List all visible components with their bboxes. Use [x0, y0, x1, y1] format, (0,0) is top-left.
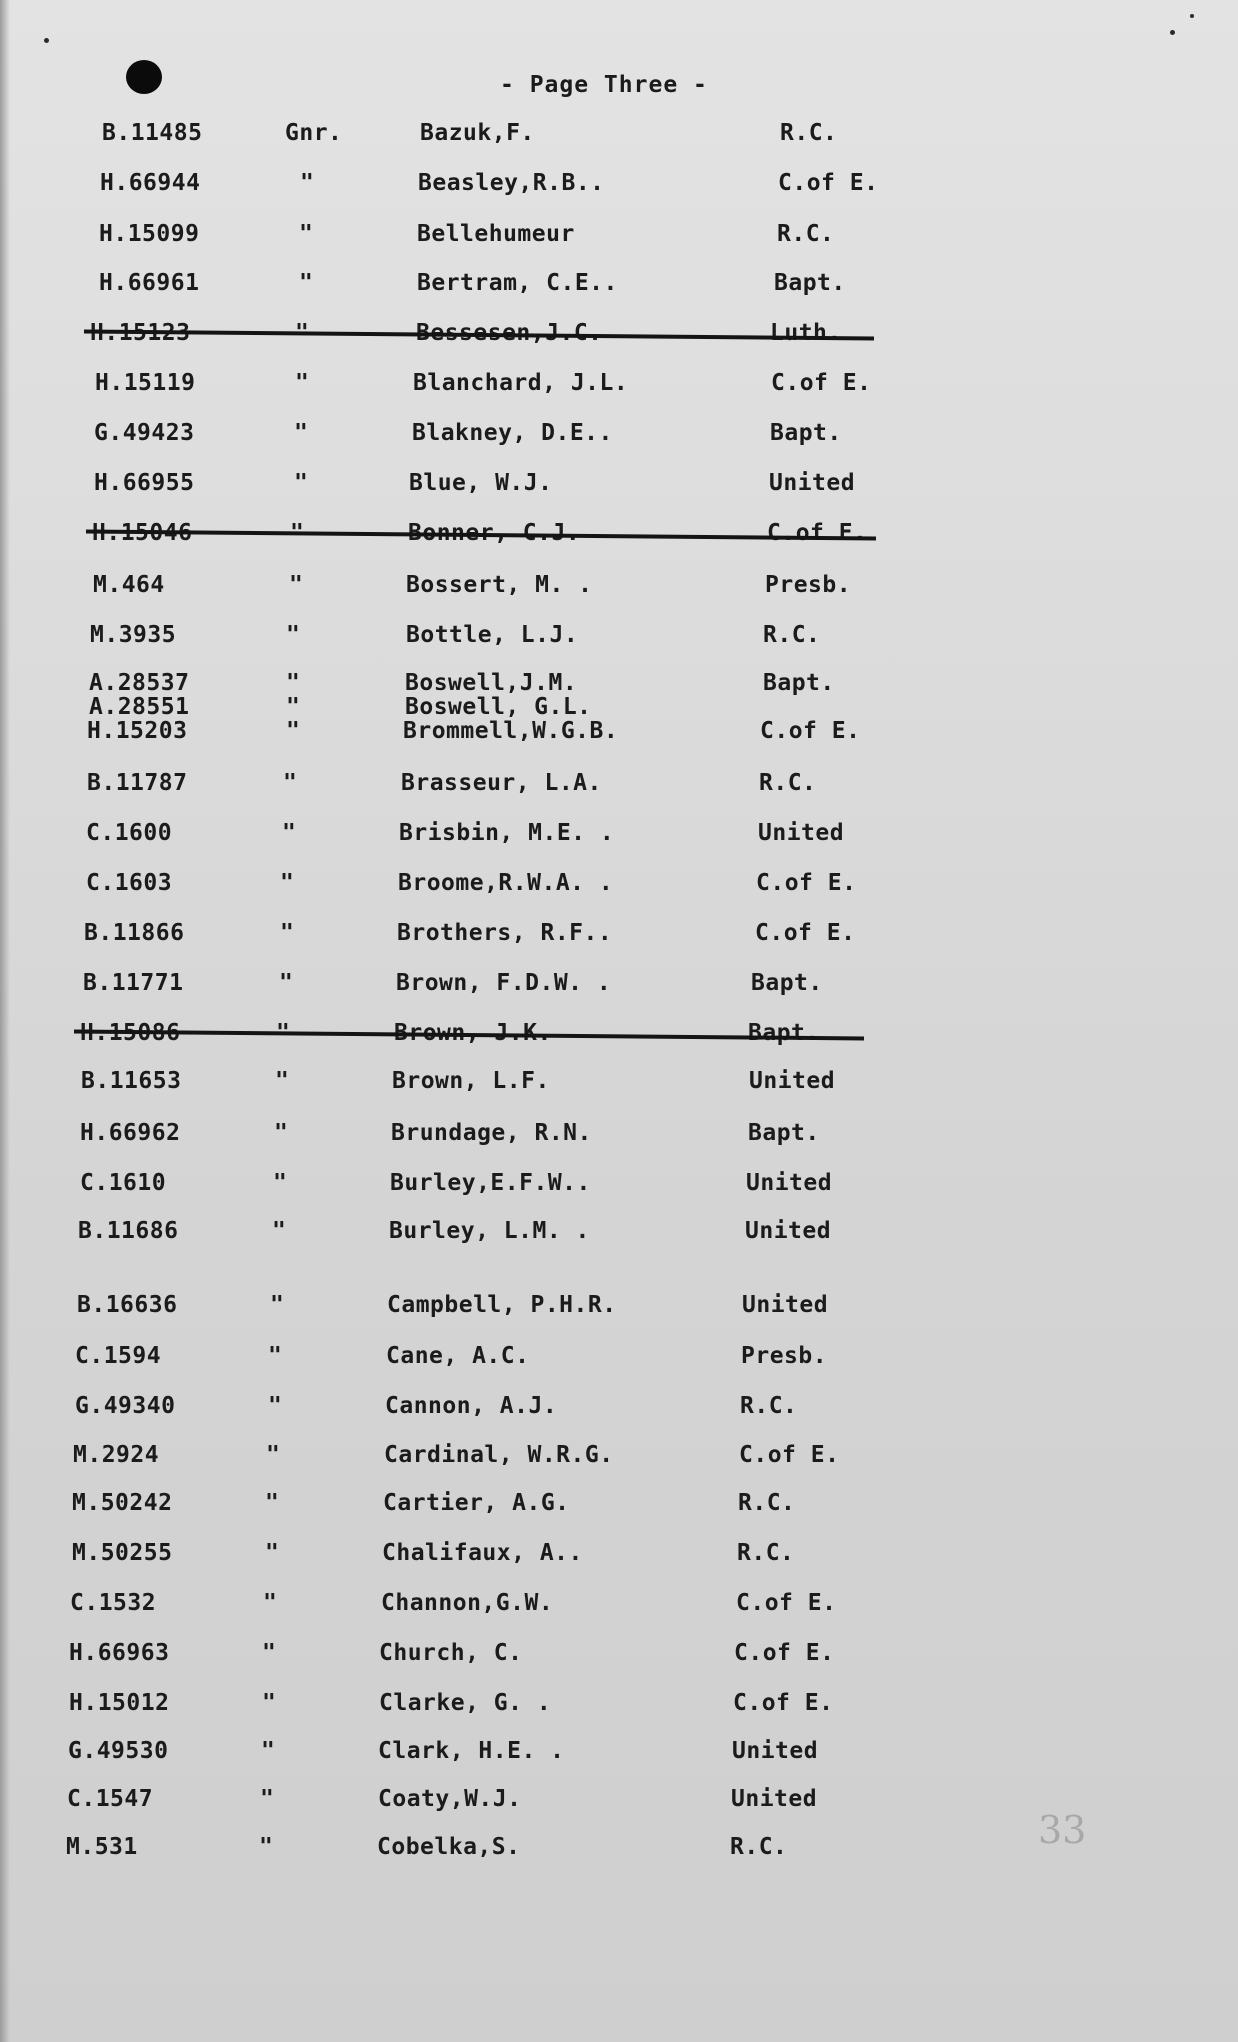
soldier-name: Blanchard, J.L. [413, 370, 629, 396]
religion: C.of E. [733, 1690, 834, 1716]
service-number: H.66961 [99, 270, 200, 296]
rank: " [295, 370, 310, 396]
religion: United [731, 1786, 818, 1812]
service-number: H.66955 [94, 470, 195, 496]
soldier-name: Cannon, A.J. [385, 1393, 558, 1419]
service-number: M.531 [66, 1834, 138, 1860]
rank: " [299, 270, 314, 296]
religion: R.C. [737, 1540, 795, 1566]
soldier-name: Boswell,J.M. [405, 670, 578, 696]
religion: United [749, 1068, 836, 1094]
service-number: A.28537 [89, 670, 190, 696]
soldier-name: Blakney, D.E.. [412, 420, 613, 446]
service-number: B.16636 [77, 1292, 178, 1318]
rank: " [266, 1442, 281, 1468]
religion: C.of E. [771, 370, 872, 396]
religion: R.C. [777, 221, 835, 247]
soldier-name: Clarke, G. . [379, 1690, 552, 1716]
soldier-name: Brown, L.F. [392, 1068, 550, 1094]
speck [1190, 14, 1194, 18]
rank: Gnr. [285, 120, 343, 146]
religion: United [769, 470, 856, 496]
rank: " [275, 1068, 290, 1094]
rank: " [268, 1393, 283, 1419]
rank: " [286, 718, 301, 744]
rank: " [276, 1020, 291, 1046]
speck [1170, 30, 1175, 35]
rank: " [262, 1640, 277, 1666]
soldier-name: Cobelka,S. [377, 1834, 521, 1860]
religion: C.of E. [736, 1590, 837, 1616]
rank: " [283, 770, 298, 796]
religion: R.C. [730, 1834, 788, 1860]
rank: " [263, 1590, 278, 1616]
religion: R.C. [763, 622, 821, 648]
service-number: M.2924 [73, 1442, 160, 1468]
religion: Bapt. [770, 420, 842, 446]
soldier-name: Cardinal, W.R.G. [384, 1442, 614, 1468]
religion: C.of E. [767, 520, 868, 546]
punch-hole [126, 60, 162, 94]
service-number: H.15012 [69, 1690, 170, 1716]
rank: " [274, 1120, 289, 1146]
rank: " [286, 622, 301, 648]
religion: Bapt. [748, 1120, 820, 1146]
service-number: C.1603 [86, 870, 173, 896]
religion: Presb. [741, 1343, 828, 1369]
soldier-name: Blue, W.J. [409, 470, 553, 496]
religion: Bapt. [748, 1020, 820, 1046]
rank: " [294, 420, 309, 446]
soldier-name: Bellehumeur [417, 221, 575, 247]
service-number: H.15086 [80, 1020, 181, 1046]
rank: " [280, 870, 295, 896]
service-number: C.1532 [70, 1590, 157, 1616]
rank: " [295, 320, 310, 346]
service-number: B.11771 [83, 970, 184, 996]
religion: Presb. [765, 572, 852, 598]
service-number: H.66963 [69, 1640, 170, 1666]
soldier-name: Coaty,W.J. [378, 1786, 522, 1812]
service-number: G.49340 [75, 1393, 176, 1419]
religion: United [742, 1292, 829, 1318]
soldier-name: Brothers, R.F.. [397, 920, 613, 946]
soldier-name: Bessesen,J.C. [416, 320, 603, 346]
religion: R.C. [740, 1393, 798, 1419]
rank: " [282, 820, 297, 846]
service-number: M.50255 [72, 1540, 173, 1566]
soldier-name: Beasley,R.B.. [418, 170, 605, 196]
religion: C.of E. [734, 1640, 835, 1666]
rank: " [261, 1738, 276, 1764]
religion: C.of E. [755, 920, 856, 946]
soldier-name: Burley,E.F.W.. [390, 1170, 591, 1196]
service-number: C.1594 [75, 1343, 162, 1369]
soldier-name: Broome,R.W.A. . [398, 870, 614, 896]
service-number: A.28551 [89, 694, 190, 720]
rank: " [299, 221, 314, 247]
soldier-name: Brown, J.K. [394, 1020, 552, 1046]
margin-note: 33 [1038, 1808, 1087, 1852]
soldier-name: Brundage, R.N. [391, 1120, 592, 1146]
soldier-name: Chalifaux, A.. [382, 1540, 583, 1566]
rank: " [262, 1690, 277, 1716]
religion: C.of E. [760, 718, 861, 744]
religion: R.C. [780, 120, 838, 146]
rank: " [280, 920, 295, 946]
soldier-name: Bonner, C.J. [408, 520, 581, 546]
soldier-name: Campbell, P.H.R. [387, 1292, 617, 1318]
soldier-name: Clark, H.E. . [378, 1738, 565, 1764]
rank: " [289, 572, 304, 598]
rank: " [259, 1834, 274, 1860]
service-number: B.11653 [81, 1068, 182, 1094]
rank: " [265, 1540, 280, 1566]
soldier-name: Bertram, C.E.. [417, 270, 618, 296]
soldier-name: Cane, A.C. [386, 1343, 530, 1369]
rank: " [268, 1343, 283, 1369]
service-number: C.1547 [67, 1786, 154, 1812]
page-title: - Page Three - [500, 72, 708, 98]
service-number: H.15046 [92, 520, 193, 546]
service-number: C.1600 [86, 820, 173, 846]
soldier-name: Channon,G.W. [381, 1590, 554, 1616]
service-number: H.66962 [80, 1120, 181, 1146]
speck [44, 38, 49, 43]
service-number: M.3935 [90, 622, 177, 648]
rank: " [286, 670, 301, 696]
rank: " [286, 694, 301, 720]
soldier-name: Cartier, A.G. [383, 1490, 570, 1516]
service-number: G.49423 [94, 420, 195, 446]
rank: " [272, 1218, 287, 1244]
service-number: M.464 [93, 572, 165, 598]
rank: " [294, 470, 309, 496]
service-number: M.50242 [72, 1490, 173, 1516]
religion: R.C. [759, 770, 817, 796]
religion: Luth. [770, 320, 842, 346]
service-number: H.15119 [95, 370, 196, 396]
service-number: G.49530 [68, 1738, 169, 1764]
religion: C.of E. [739, 1442, 840, 1468]
soldier-name: Bossert, M. . [406, 572, 593, 598]
rank: " [260, 1786, 275, 1812]
religion: United [746, 1170, 833, 1196]
religion: United [758, 820, 845, 846]
soldier-name: Brown, F.D.W. . [396, 970, 612, 996]
rank: " [273, 1170, 288, 1196]
religion: C.of E. [756, 870, 857, 896]
service-number: B.11787 [87, 770, 188, 796]
service-number: H.15099 [99, 221, 200, 247]
rank: " [290, 520, 305, 546]
soldier-name: Brasseur, L.A. [401, 770, 602, 796]
soldier-name: Church, C. [379, 1640, 523, 1666]
service-number: H.15123 [90, 320, 191, 346]
soldier-name: Brommell,W.G.B. [403, 718, 619, 744]
page-edge-shadow [0, 0, 10, 2042]
religion: Bapt. [763, 670, 835, 696]
service-number: B.11866 [84, 920, 185, 946]
soldier-name: Bazuk,F. [420, 120, 535, 146]
service-number: H.15203 [87, 718, 188, 744]
service-number: B.11686 [78, 1218, 179, 1244]
rank: " [270, 1292, 285, 1318]
service-number: C.1610 [80, 1170, 167, 1196]
religion: United [732, 1738, 819, 1764]
religion: Bapt. [774, 270, 846, 296]
religion: C.of E. [778, 170, 879, 196]
religion: R.C. [738, 1490, 796, 1516]
rank: " [265, 1490, 280, 1516]
soldier-name: Brisbin, M.E. . [399, 820, 615, 846]
rank: " [279, 970, 294, 996]
religion: United [745, 1218, 832, 1244]
service-number: H.66944 [100, 170, 201, 196]
religion: Bapt. [751, 970, 823, 996]
soldier-name: Burley, L.M. . [389, 1218, 590, 1244]
soldier-name: Bottle, L.J. [406, 622, 579, 648]
rank: " [300, 170, 315, 196]
service-number: B.11485 [102, 120, 203, 146]
soldier-name: Boswell, G.L. [405, 694, 592, 720]
